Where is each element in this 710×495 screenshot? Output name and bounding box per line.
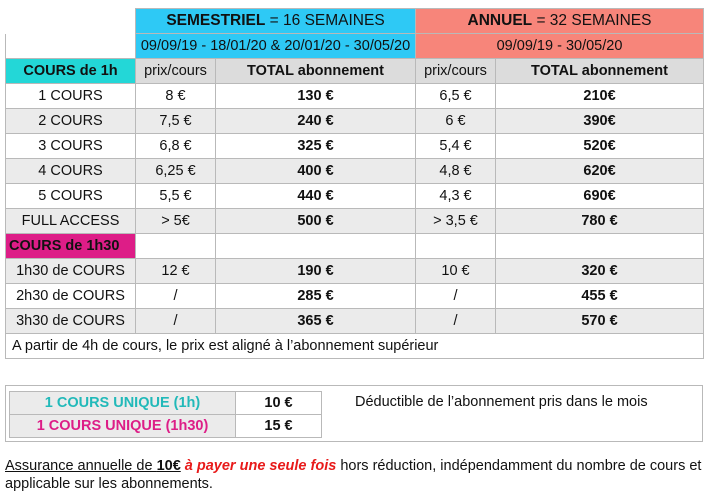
- ann-total-cell: 210€: [496, 84, 704, 109]
- ann-total-header: TOTAL abonnement: [496, 59, 704, 84]
- sem-total-cell: 440 €: [216, 184, 416, 209]
- table-row: [6, 184, 704, 209]
- annuel-dates: 09/09/19 - 30/05/20: [416, 34, 704, 59]
- footnote-amount: 10€: [156, 458, 181, 474]
- semestriel-suffix: = 16 SEMAINES: [265, 12, 385, 29]
- ann-total-cell: 620€: [496, 159, 704, 184]
- section-1h30-row: [6, 234, 704, 259]
- ann-prix-cell: > 3,5 €: [416, 209, 496, 234]
- sem-total-cell: 400 €: [216, 159, 416, 184]
- annuel-title: ANNUEL: [467, 12, 533, 29]
- table-row: [6, 84, 704, 109]
- table-row: [6, 284, 704, 309]
- ann-total-cell: 780 €: [496, 209, 704, 234]
- section-1h30-label: COURS de 1h30: [6, 234, 136, 259]
- semestriel-dates: 09/09/19 - 18/01/20 & 20/01/20 - 30/05/20: [136, 34, 416, 59]
- note-row: [6, 334, 704, 359]
- row-label: FULL ACCESS: [6, 209, 136, 234]
- deductible-note: Déductible de l’abonnement pris dans le mois: [355, 394, 648, 410]
- pricing-table: [5, 8, 704, 359]
- semestriel-title: SEMESTRIEL: [166, 12, 266, 29]
- empty-cell: [416, 234, 496, 259]
- ann-total-cell: 320 €: [496, 259, 704, 284]
- single-1h-price: 10 €: [236, 392, 322, 415]
- sem-total-cell: 190 €: [216, 259, 416, 284]
- empty-cell: [216, 234, 416, 259]
- empty-cell: [136, 234, 216, 259]
- single-1h30-price: 15 €: [236, 415, 322, 438]
- sem-prix-header: prix/cours: [136, 59, 216, 84]
- semestriel-header: [136, 9, 416, 34]
- ann-prix-cell: 6,5 €: [416, 84, 496, 109]
- ann-prix-cell: 5,4 €: [416, 134, 496, 159]
- sem-prix-cell: 6,8 €: [136, 134, 216, 159]
- annuel-suffix: = 32 SEMAINES: [532, 12, 652, 29]
- ann-total-cell: 690€: [496, 184, 704, 209]
- single-course-table: [9, 391, 322, 438]
- sem-total-header: TOTAL abonnement: [216, 59, 416, 84]
- row-label: 1h30 de COURS: [6, 259, 136, 284]
- sem-total-cell: 365 €: [216, 309, 416, 334]
- sem-prix-cell: 7,5 €: [136, 109, 216, 134]
- row-label: 1 COURS: [6, 84, 136, 109]
- ann-prix-header: prix/cours: [416, 59, 496, 84]
- corner-cell-lower: [6, 34, 136, 59]
- row-label: 4 COURS: [6, 159, 136, 184]
- sem-prix-cell: /: [136, 309, 216, 334]
- sem-prix-cell: 8 €: [136, 84, 216, 109]
- sem-prix-cell: 5,5 €: [136, 184, 216, 209]
- row-label: 2h30 de COURS: [6, 284, 136, 309]
- row-label: 3h30 de COURS: [6, 309, 136, 334]
- empty-cell: [496, 234, 704, 259]
- sem-prix-cell: /: [136, 284, 216, 309]
- footnote-intro: Assurance annuelle de: [5, 458, 157, 474]
- sem-total-cell: 325 €: [216, 134, 416, 159]
- ann-prix-cell: /: [416, 284, 496, 309]
- sem-prix-cell: > 5€: [136, 209, 216, 234]
- ann-total-cell: 390€: [496, 109, 704, 134]
- annuel-header: [416, 9, 704, 34]
- row-label: 3 COURS: [6, 134, 136, 159]
- table-row: [6, 259, 704, 284]
- table-row: [6, 159, 704, 184]
- table-row: [6, 209, 704, 234]
- ann-prix-cell: 4,3 €: [416, 184, 496, 209]
- sem-total-cell: 500 €: [216, 209, 416, 234]
- single-1h30-label: 1 COURS UNIQUE (1h30): [10, 415, 236, 438]
- sem-prix-cell: 12 €: [136, 259, 216, 284]
- section-1h-label: COURS de 1h: [6, 59, 136, 84]
- table-row: [6, 309, 704, 334]
- row-label: 5 COURS: [6, 184, 136, 209]
- row-label: 2 COURS: [6, 109, 136, 134]
- single-1h-label: 1 COURS UNIQUE (1h): [10, 392, 236, 415]
- ann-prix-cell: /: [416, 309, 496, 334]
- sem-total-cell: 285 €: [216, 284, 416, 309]
- ann-total-cell: 455 €: [496, 284, 704, 309]
- footnote-rest: hors réduction, indépendamment du nombre de cours et applicable sur les abonnements.: [5, 458, 702, 492]
- ann-total-cell: 570 €: [496, 309, 704, 334]
- insurance-footnote: [5, 457, 705, 493]
- footnote-emphasis: à payer une seule fois: [180, 458, 337, 474]
- table-row: [6, 134, 704, 159]
- sem-total-cell: 130 €: [216, 84, 416, 109]
- ann-total-cell: 520€: [496, 134, 704, 159]
- table-row: [6, 109, 704, 134]
- corner-cell: [6, 9, 136, 34]
- sem-prix-cell: 6,25 €: [136, 159, 216, 184]
- sem-total-cell: 240 €: [216, 109, 416, 134]
- alignment-note: A partir de 4h de cours, le prix est aligné à l’abonnement supérieur: [6, 334, 704, 359]
- ann-prix-cell: 10 €: [416, 259, 496, 284]
- ann-prix-cell: 4,8 €: [416, 159, 496, 184]
- ann-prix-cell: 6 €: [416, 109, 496, 134]
